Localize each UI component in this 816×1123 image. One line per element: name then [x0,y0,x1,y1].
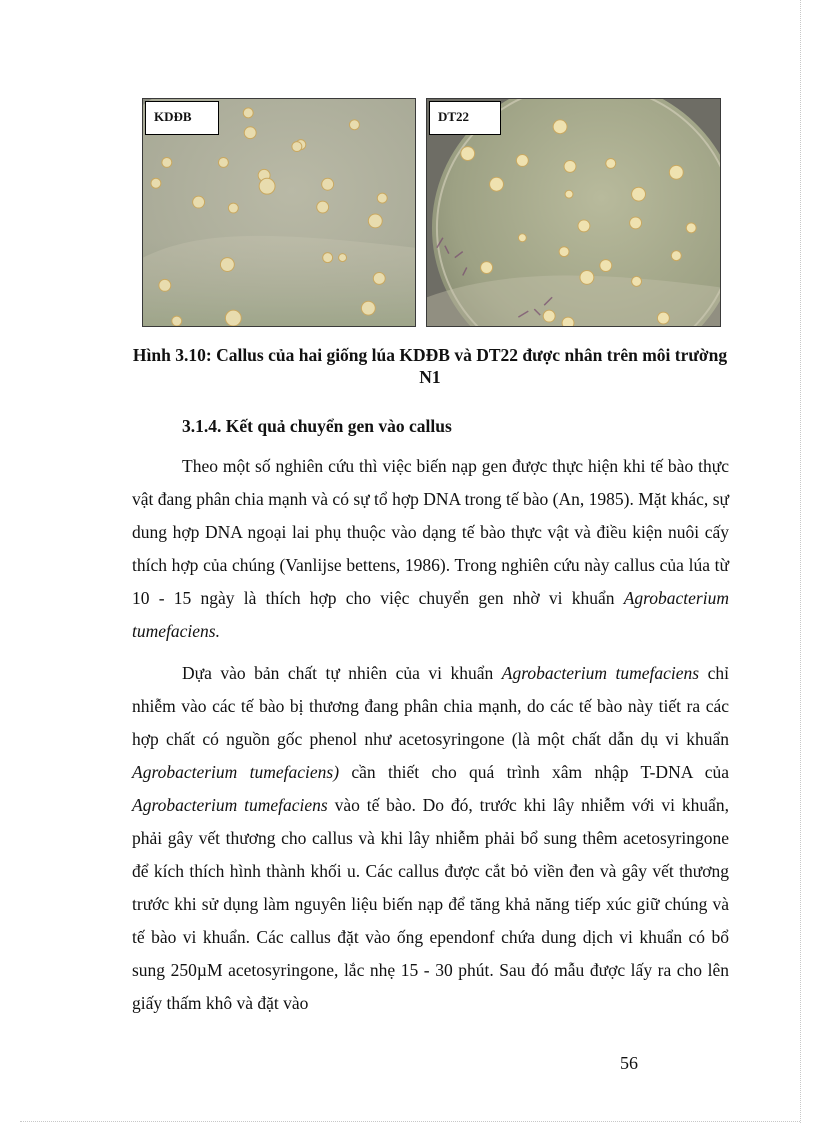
photo-label-kddb: KDĐB [145,101,219,135]
section-heading: 3.1.4. Kết quả chuyển gen vào callus [182,416,452,436]
paragraph-2-text-d: vào tế bào. Do đó, trước khi lây nhiễm với vi khuẩn, phải gây vết thương cho callus và khi lây nhiễm phải bổ sung thêm acetosyringone để kích thích hình thành khối u. Các callus được cắt bỏ viền đen và gây vết thương trước khi sử dụng làm nguyên liệu biến nạp để tăng khả năng tiếp xúc giữ chúng và tế bào vi khuẩn. Các callus đặt vào ống ependonf chứa dung dịch vi khuẩn có bổ sung 250µM acetosyringone, lắc nhẹ 15 - 30 phút. Sau đó mẫu được lấy ra cho lên giấy thấm khô và đặt vào [132,795,729,1013]
page-number: 56 [620,1053,638,1073]
paragraph-2-italic-2: Agrobacterium tumefaciens) [132,762,340,782]
page-bottom-rule [20,1121,800,1122]
paragraph-2-text-a: Dựa vào bản chất tự nhiên của vi khuẩn [182,663,502,683]
paragraph-1 [132,450,729,648]
paragraph-2-text-b: chỉ nhiễm vào các tế bào bị thương đang phân chia mạnh, do các tế bào này tiết ra các hợp chất có nguồn gốc phenol như acetosyringone (là một chất dẫn dụ vi khuẩn [132,663,729,749]
paragraph-2-italic-1: Agrobacterium tumefaciens [501,663,700,683]
photo-label-dt22: DT22 [429,101,501,135]
paragraph-2-italic-3: Agrobacterium tumefaciens [132,795,328,815]
paragraph-1-italic: Agrobacterium tumefaciens. [132,588,729,641]
petri-dish-photo-kddb [142,98,416,327]
body-text [132,450,729,1020]
paragraph-1-text: Theo một số nghiên cứu thì việc biến nạp gen được thực hiện khi tế bào thực vật đang phân chia mạnh và có sự tổ hợp DNA trong tế bào (An, 1985). Mặt khác, sự dung hợp DNA ngoại lai phụ thuộc vào dạng tế bào thực vật và điều kiện nuôi cấy thích hợp của chúng (Vanlijse bettens, 1986). Trong nghiên cứu này callus của lúa từ 10 - 15 ngày là thích hợp cho việc chuyển gen nhờ vi khuẩn [132,456,729,608]
petri-dish-photo-dt22 [426,98,721,327]
paragraph-2-text-c: cần thiết cho quá trình xâm nhập T-DNA của [339,762,729,782]
figure [0,98,816,330]
paragraph-2 [132,657,729,1020]
figure-caption: Hình 3.10: Callus của hai giống lúa KDĐB và DT22 được nhân trên môi trường N1 [132,345,728,387]
